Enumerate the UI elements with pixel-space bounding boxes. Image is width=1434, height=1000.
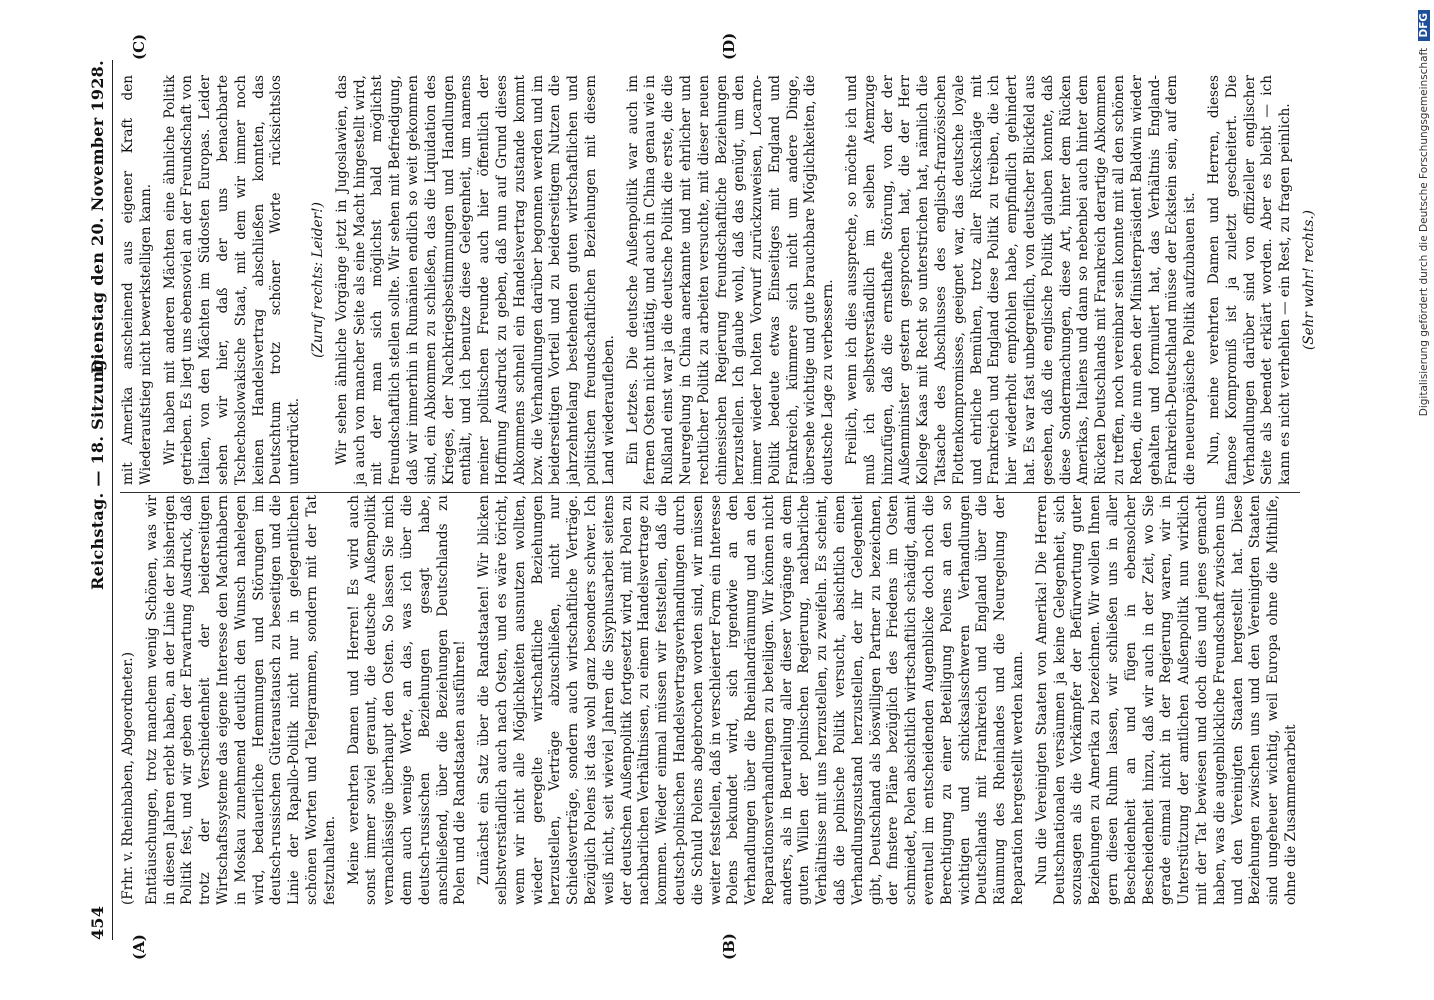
digitization-credit (1418, 0, 1432, 1000)
margin-letter-c: (C) (130, 33, 148, 60)
margin-letter-b: (B) (720, 933, 738, 960)
header-rule (112, 60, 113, 940)
page-header (88, 60, 110, 940)
interjection: (Sehr wahr! rechts.) (1301, 210, 1317, 350)
paragraph: Enttäuschungen, trotz manchem wenig Schönen, was wir in diesen Jahren erlebt haben, an der Linie der bisherigen Politik fest, und wir geben der Erwartung Ausdruck, daß trotz der Verschiedenheit der beiderseitigen Wirtschaftssysteme das eigene Interesse den Machthabern in Moskau zunehmend deutlich den Wunsch nahelegen wird, bedauerliche Hemmungen und Störungen im deutsch-russischen Güteraustausch zu beseitigen und die Linie der Rapallo-Politik nicht nur in gelegentlichen schönen Worten und Telegrammen, sondern mit der Tat festzuhalten. (143, 495, 338, 905)
column-divider (120, 492, 1300, 493)
speaker-line: (Frhr. v. Rheinbaben, Abgeordneter.) (120, 651, 136, 905)
paragraph: Freilich, wenn ich dies ausspreche, so möchte ich und muß ich selbstverständlich im selben Atemzuge hinzufügen, daß die ernsthafte Störung, von der der Außenminister gestern gesprochen hat, die der Herr Kollege Kaas mit Recht so unterstrichen hat, nämlich die Tatsache des Abschlusses des englisch-französischen Flottenkompromisses, geeignet war, das deutsche loyale und ehrliche Bemühen, trotz aller Rückschläge mit Frankreich und England diese Politik zu treiben, die ich hier wiederholt empfohlen habe, empfindlich gehindert hat. Es war fast unbegreiflich, von deutscher Blickfeld aus gesehen, daß die englische Politik glauben konnte, daß diese Sondermachungen, diese Art, hinter dem Rücken Amerikas, Italiens und dann so nebenbei auch hinter dem Rücken Deutschlands mit Frankreich derartige Abkommen zu treffen, noch vereinbar sein konnte mit all den schönen Reden, die nun eben der Ministerpräsident Baldwin wieder gehalten und formuliert hat, das Verhältnis England-Frankreich-Deutschland müsse der Eckstein sein, auf dem die neueuropäische Politik aufzubauen ist. (844, 75, 1199, 485)
session-date: Dienstag den 20. November 1928. (88, 60, 107, 374)
paragraph: Meine verehrten Damen und Herren! Es wird auch sonst immer soviel geraunt, die deutsche Außenpolitik vernachlässige überhaupt den Osten. So lassen Sie mich denn auch wenige Worte, an das, was ich über die deutsch-russischen Beziehungen gesagt habe, anschließend, über die Beziehungen Deutschlands zu Polen und die Randstaaten ausführen! (345, 495, 469, 905)
paragraph: Wir haben mit anderen Mächten eine ähnliche Politik getrieben. Es liegt uns ebensoviel an der Freundschaft von Italien, von den Mächten im Südosten Europas. Leider sehen wir hier, daß der uns benachbarte Tschechoslowakische Staat, mit dem wir immer noch keinen Handelsvertrag abschließen konnten, das Deutschtum trotz schöner Worte rücksichtslos unterdrückt. (161, 75, 303, 485)
paragraph: Wir sehen ähnliche Vorgänge jetzt in Jugoslawien, das ja auch von mancher Seite als eine Macht hingestellt wird, mit der man sich möglichst bald möglichst freundschaftlich stellen sollte. Wir sehen mit Befriedigung, daß wir immerhin in Rumänien endlich so weit gekommen sind, ein Abkommen zu schließen, das die Liquidation des Krieges, der Nachkriegsbestimmungen und Handlungen enthält, und ich benutze diese Gelegenheit, um namens meiner politischen Freunde auch hier öffentlich der Hoffnung Ausdruck zu geben, daß nun auf Grund dieses Abkommens schnell ein Handelsvertrag zustande kommt bzw. die Verhandlungen darüber begonnen werden und im beiderseitigen Vorteil und zu beiderseitigem Nutzen die jahrzehntelang bestehenden guten wirtschaftlichen und politischen freundschaftlichen Beziehungen mit diesem Land wiederaufleben. (333, 75, 617, 485)
credit-text: Digitalisierung gefördert durch die Deutsche Forschungsgemeinschaft (1418, 47, 1430, 417)
left-column (120, 495, 1307, 905)
margin-letter-a: (A) (130, 934, 148, 960)
paragraph: Nun, meine verehrten Damen und Herren, dieses famose Kompromiß ist ja zuletzt gescheitert. Die Verhandlungen darüber sind von offizieller englischer Seite als beendet erklärt worden. Aber es bleibt — ich kann es nicht verhehlen — ein Rest, zu fragen peinlich. (1206, 75, 1294, 485)
dfg-logo: DFG (1418, 10, 1430, 41)
interjection: (Zuruf rechts: Leider!) (309, 202, 326, 358)
paragraph: Zunächst ein Satz über die Randstaaten! Wir blicken selbstverständlich auch nach Osten, und es wäre töricht, wenn wir nicht alle Möglichkeiten ausnutzen wollten, wieder geregelte wirtschaftliche Beziehungen herzustellen, Verträge abzuschließen, nicht nur Schiedsverträge, sondern auch wirtschaftliche Verträge. Bezüglich Polens ist das wohl ganz besonders schwer. Ich weiß nicht, seit wieviel Jahren die Sisyphusarbeit seitens der deutschen Außenpolitik fortgesetzt wird, mit Polen zu nachbarlichen Verhältnissen, zu einem Handelsvertrage zu kommen. Wieder einmal müssen wir feststellen, daß die deutsch-polnischen Handelsvertragsverhandlungen durch die Schuld Polens abgebrochen worden sind, wir müssen weiter feststellen, daß in verschleierter Form ein Interesse Polens bekundet wird, sich irgendwie an den Verhandlungen über die Rheinlandräumung und an den Reparationsverhandlungen zu beteiligen. Wir können nicht anders, als in Beurteilung aller dieser Vorgänge an dem guten Willen der polnischen Regierung, nachbarliche Verhältnisse mit uns herzustellen, zu zweifeln. Es scheint, daß die polnische Politik versucht, absichtlich einen Verhandlungszustand herzustellen, der ihr Gelegenheit gibt, Deutschland als böswilligen Partner zu bezeichnen, der finstere Pläne bezüglich des Friedens im Osten schmiedet, Polen absichtlich wirtschaftlich schädigt, damit eventuell im entscheidenden Augenblicke doch noch die Berechtigung zu einer Beteiligung Polens an den so wichtigen und schicksalsschweren Verhandlungen Deutschlands mit Frankreich und England über die Räumung des Rheinlandes und die Neuregelung der Reparation hergestellt werden kann. (476, 495, 1027, 905)
session-title: Reichstag. — 18. Sitzung. (88, 353, 107, 590)
margin-letter-d: (D) (720, 32, 738, 60)
page-number: 454 (88, 905, 107, 940)
right-column (120, 75, 1325, 485)
paragraph: Ein Letztes. Die deutsche Außenpolitik war auch im fernen Osten nicht untätig, und auch in China genau wie in Rußland einst war ja die deutsche Politik die erste, die die Neuregelung in China anerkannte und mit ehrlicher und rechtlicher Politik zu arbeiten versuchte, mit dieser neuen chinesischen Regierung freundschaftliche Beziehungen herzustellen. Ich glaube wohl, daß das genügt, um den immer wieder holten Vorwurf zurückzuweisen, Locarno-Politik bedeute etwas Einseitiges mit England und Frankreich, kümmere sich nicht um andere Dinge, übersehe wichtige und gute brauchbare Möglichkeiten, die deutsche Lage zu verbessern. (624, 75, 837, 485)
paragraph: Nun die Vereinigten Staaten von Amerika! Die Herren Deutschnationalen versäumen ja keine Gelegenheit, sich sozusagen als die Vorkämpfer der Befürwortung guter Beziehungen zu Amerika zu bezeichnen. Wir wollen Ihnen gern diesen Ruhm lassen, wir schließen uns in aller Bescheidenheit an und fügen in ebensolcher Bescheidenheit hinzu, daß wir auch in der Zeit, wo Sie gerade einmal nicht in der Regierung waren, wir in Unterstützung der amtlichen Außenpolitik nun wirklich mit der Tat bewiesen und doch dies und jenes gemacht haben, was die augenblickliche Freundschaft zwischen uns und den Vereinigten Staaten hergestellt hat. Diese Beziehungen zwischen uns und den Vereinigten Staaten sind ungeheuer wichtig, weil Europa ohne die Mithilfe, ohne die Zusammenarbeit (1033, 495, 1299, 905)
paragraph: mit Amerika anscheinend aus eigener Kraft den Wiederaufstieg nicht bewerkstelligen kann. (120, 75, 154, 485)
